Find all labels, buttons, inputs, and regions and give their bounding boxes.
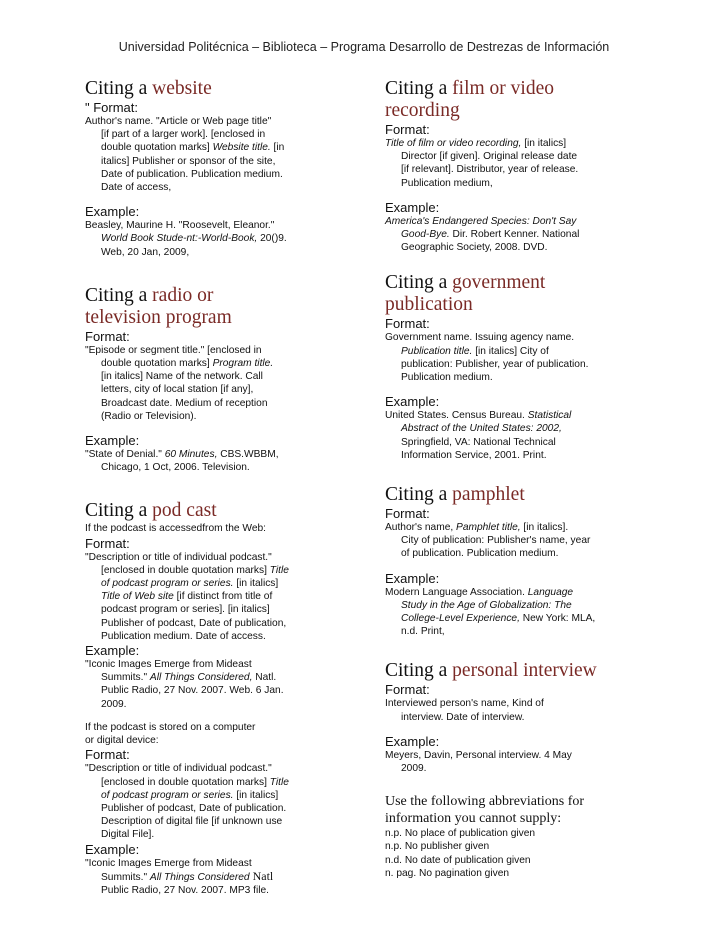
section-film-video (385, 78, 685, 254)
example-text: America's Endangered Species: Don't Say Good-Bye. Dir. Robert Kenner. National Geographic Society, 2008. DVD. (385, 215, 580, 254)
format-label: Format: (385, 122, 430, 137)
format-label: Format: (385, 316, 430, 332)
example-text: "Iconic Images Emerge from Mideast Summits." All Things Considered Natl Public Radio, 27 Nov. 2007. MP3 file. (85, 857, 274, 896)
abbreviation-item: n.p. No place of publication given (385, 828, 536, 840)
section-title: Citing a website (85, 78, 212, 99)
left-column (85, 78, 385, 897)
section-title: Citing a pod cast (85, 500, 217, 522)
podcast-intro: If the podcast is accessedfrom the Web: (85, 523, 267, 535)
section-personal-interview (385, 660, 685, 775)
format-label: Format: (385, 682, 430, 698)
example-label: Example: (85, 841, 140, 857)
format-label: " Format: (85, 100, 139, 115)
example-label: Example: (85, 643, 140, 659)
abbreviation-item: n. pag. No pagination given (385, 867, 510, 879)
format-label: Format: (85, 747, 130, 763)
format-label: Format: (85, 535, 130, 551)
section-radio-tv (85, 285, 385, 475)
example-label: Example: (385, 199, 440, 215)
example-text: Modern Language Association. Language Study in the Age of Globalization: The College-Level Experience, New York: MLA, n.d. Print, (385, 586, 596, 638)
format-text: Author's name, Pamphlet title, [in italics]. City of publication: Publisher's name, year of publication. Publication medium. (385, 522, 591, 560)
page-header: Universidad Politécnica – Biblioteca – Programa Desarrollo de Destrezas de Información (118, 40, 610, 54)
section-government (385, 272, 685, 462)
abbreviation-item: n.p. No publisher given (385, 841, 490, 853)
abbreviations-intro: Use the following abbreviations for information you cannot supply: (385, 794, 585, 827)
section-title: Citing a pamphlet (385, 484, 525, 506)
section-website (85, 78, 385, 259)
section-title: Citing a government publication (385, 272, 546, 316)
example-label: Example: (85, 433, 140, 449)
format-label: Format: (385, 506, 430, 522)
example-label: Example: (385, 733, 440, 749)
example-text: "Iconic Images Emerge from Mideast Summits." All Things Considered, Natl. Public Radio, 27 Nov. 2007. Web. 6 Jan. 2009. (85, 659, 284, 710)
example-text: United States. Census Bureau. Statistical Abstract of the United States: 2002, Springfield, VA: National Technical Information Service, 2001. Print. (385, 410, 572, 461)
abbreviation-item: n.d. No date of publication given (385, 854, 531, 866)
format-text: Interviewed person's name, Kind of interview. Date of interview. (385, 698, 544, 723)
section-podcast (85, 500, 385, 897)
example-text: Beasley, Maurine H. "Roosevelt, Eleanor." World Book Stude-nt:-World-Book, 20()9. Web, 20 Jan, 2009, (85, 220, 287, 258)
section-title: Citing a personal interview (385, 660, 597, 682)
section-pamphlet (385, 484, 685, 638)
example-label: Example: (385, 394, 440, 410)
example-text: Meyers, Davin, Personal interview. 4 May 2009. (385, 749, 572, 775)
podcast-intro-2: If the podcast is stored on a computer or digital device: (85, 721, 256, 747)
section-abbreviations (385, 793, 685, 880)
right-column (385, 78, 685, 880)
format-text: Author's name. "Article or Web page title" [if part of a larger work]. [enclosed in double quotation marks] Website title. [in italics] Publisher or sponsor of the site, Date of publication. Publication medium. Date of access, (85, 116, 285, 194)
format-text: "Description or title of individual podcast." [enclosed in double quotation marks] Title of podcast program or series. [in italics] Publisher of podcast, Date of publication. Description of digital file [if unknown use Digital File]. (85, 763, 289, 841)
format-text: Government name. Issuing agency name. Publication title. [in italics] City of publication: Publisher, year of publication. Publication medium. (385, 332, 589, 384)
format-text: "Episode or segment title." [enclosed in double quotation marks] Program title. [in italics] Name of the network. Call letters, city of local station [if any], Broadcast date. Medium of reception (Radio or Television). (85, 344, 274, 422)
section-title: Citing a radio or television program (85, 284, 232, 328)
format-text: "Description or title of individual podcast." [enclosed in double quotation marks] Title of podcast program or series. [in italics] Title of Web site [if distinct from title of podcast program or series]. [in italics] Publisher of podcast, Date of publication, Publication medium. Date of access. (85, 551, 289, 642)
example-label: Example: (85, 204, 140, 220)
format-label: Format: (85, 328, 130, 344)
example-text: "State of Denial." 60 Minutes, CBS.WBBM, Chicago, 1 Oct, 2006. Television. (85, 449, 279, 474)
section-title: Citing a film or video recording (385, 78, 554, 121)
format-text: Title of film or video recording, [in italics] Director [if given]. Original release date [if relevant]. Distributor, year of release. Publication medium, (385, 138, 579, 189)
example-label: Example: (385, 570, 440, 586)
